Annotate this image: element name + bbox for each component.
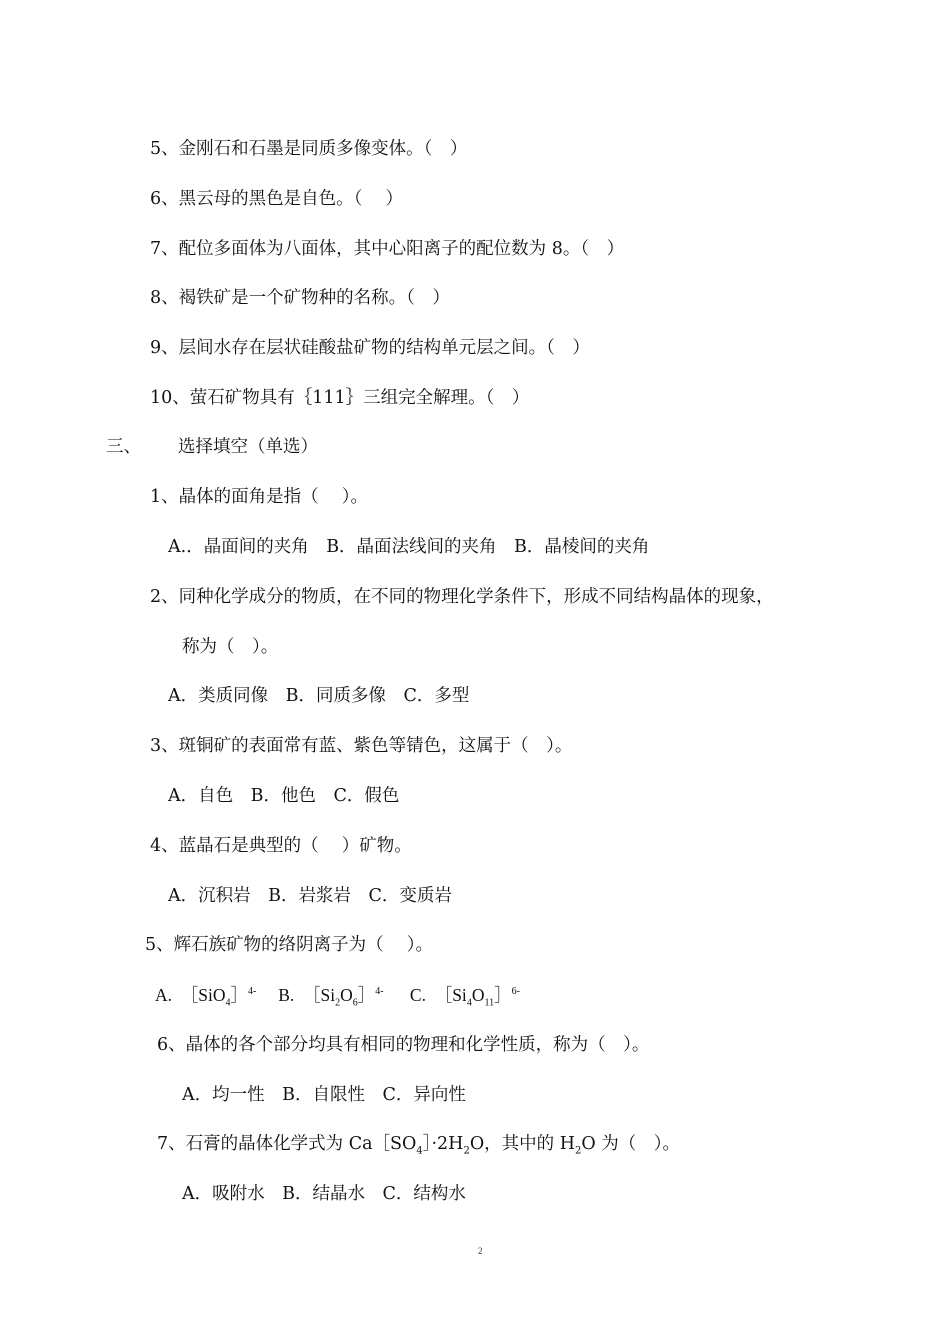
silicon-symbol: Si [452, 985, 467, 1005]
charge-superscript: 4- [375, 986, 384, 998]
charge-superscript: 4- [248, 986, 257, 998]
question-2-options: A．类质同像 B．同质多像 C．多型 [168, 686, 470, 706]
subscript: 2 [575, 1145, 582, 1157]
question-1-options: A.．晶面间的夹角 B．晶面法线间的夹角 B．晶棱间的夹角 [168, 537, 650, 557]
section-title: 选择填空（单选） [178, 437, 318, 457]
stem-text: O，其中的 H [469, 1134, 575, 1154]
judgment-item-6: 6、黑云母的黑色是自色。（ ） [150, 189, 403, 209]
page-number: 2 [478, 1246, 483, 1256]
stem-text: ］·2H [422, 1134, 464, 1154]
oxygen-symbol: O [212, 985, 226, 1005]
question-5-options: A. ［SiO$_4$］$^{4-}$ B. $[Si_2O_6]^{4-}$ C. $[Si_4O_{11}]^{6-}$ [155, 985, 520, 1009]
section-number: 三、 [106, 437, 141, 457]
stem-text: O 为（ ）。 [581, 1134, 681, 1154]
stem-text: 7、石膏的晶体化学式为 Ca［SO [157, 1134, 417, 1154]
oxygen-symbol: O [471, 985, 485, 1005]
question-2-stem-continued: 称为（ ）。 [182, 637, 279, 657]
question-3-options: A．自色 B．他色 C．假色 [168, 786, 400, 806]
judgment-item-10: 10、萤石矿物具有｛111｝三组完全解理。（ ） [150, 388, 530, 408]
judgment-item-8: 8、褐铁矿是一个矿物种的名称。（ ） [150, 288, 450, 308]
option-b-label: B. [278, 985, 295, 1005]
subscript: 4 [416, 1145, 423, 1157]
charge-superscript: 6- [511, 986, 520, 998]
option-a-label: A. [155, 985, 173, 1005]
question-1-stem: 1、晶体的面角是指（ ）。 [150, 487, 368, 507]
question-4-stem: 4、蓝晶石是典型的（ ）矿物。 [150, 836, 412, 856]
subscript: 4 [466, 997, 472, 1009]
question-5-stem: 5、辉石族矿物的络阴离子为（ ）。 [145, 935, 433, 955]
subscript: 2 [335, 997, 341, 1009]
subscript: 2 [463, 1145, 470, 1157]
silicon-symbol: Si [198, 985, 213, 1005]
question-7-stem [157, 1132, 680, 1156]
subscript: 6 [352, 997, 358, 1009]
option-c-label: C. [409, 985, 426, 1005]
question-7-options: A．吸附水 B．结晶水 C．结构水 [182, 1184, 466, 1204]
question-6-stem: 6、晶体的各个部分均具有相同的物理和化学性质，称为（ ）。 [157, 1035, 650, 1055]
question-6-options: A．均一性 B．自限性 C．异向性 [182, 1085, 466, 1105]
question-3-stem: 3、斑铜矿的表面常有蓝、紫色等锖色，这属于（ ）。 [150, 736, 573, 756]
judgment-item-7: 7、配位多面体为八面体，其中心阳离子的配位数为 8。（ ） [150, 239, 625, 259]
subscript: 11 [484, 997, 495, 1009]
judgment-item-5: 5、金刚石和石墨是同质多像变体。（ ） [150, 139, 468, 159]
question-2-stem: 2、同种化学成分的物质，在不同的物理化学条件下，形成不同结构晶体的现象， [150, 587, 774, 607]
silicon-symbol: Si [320, 985, 336, 1005]
judgment-item-9: 9、层间水存在层状硅酸盐矿物的结构单元层之间。（ ） [150, 338, 590, 358]
oxygen-symbol: O [340, 985, 353, 1005]
subscript: 4 [225, 997, 231, 1009]
question-4-options: A．沉积岩 B．岩浆岩 C．变质岩 [168, 886, 452, 906]
